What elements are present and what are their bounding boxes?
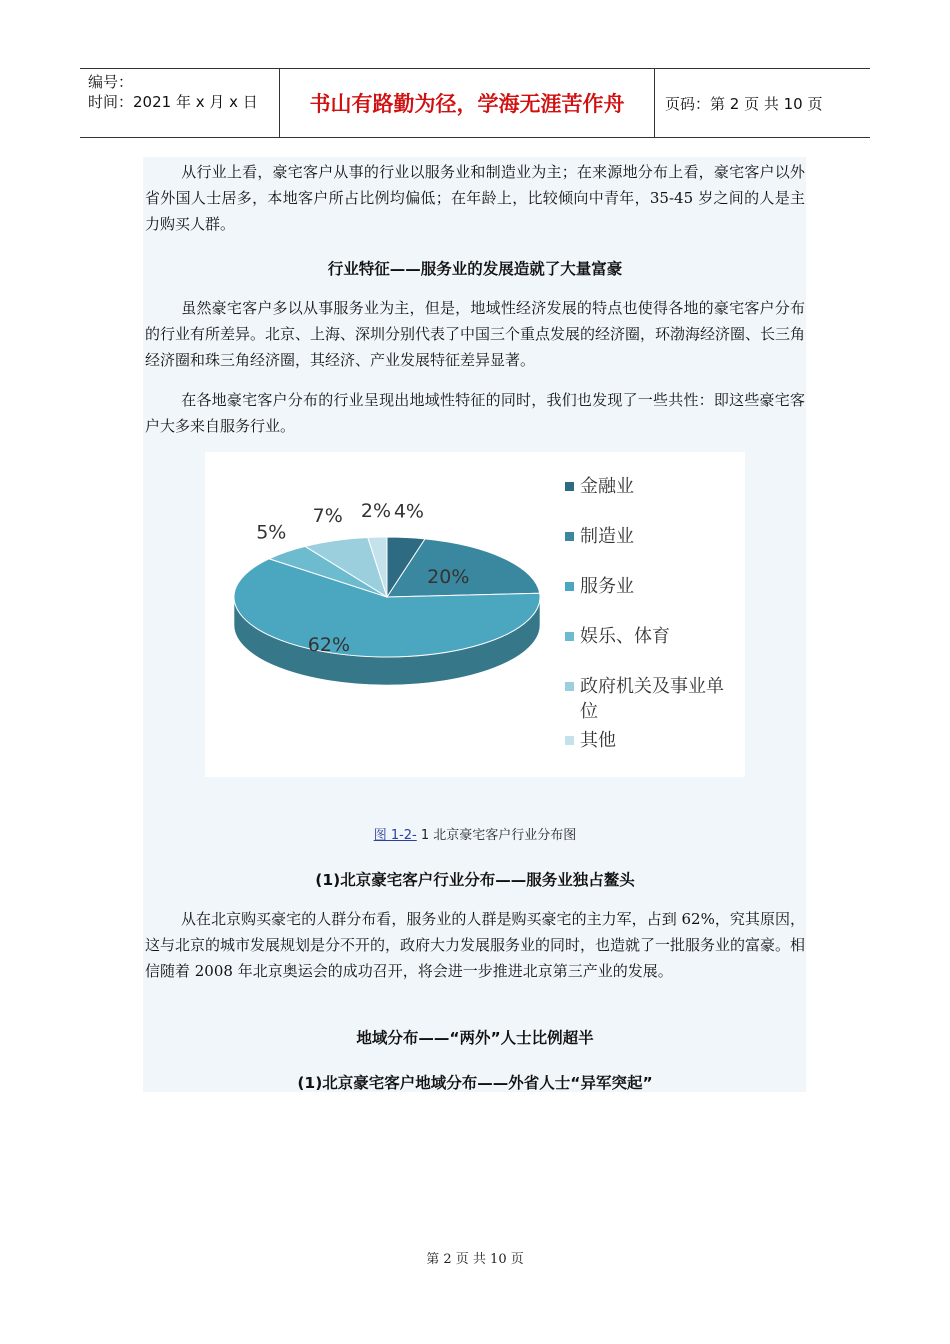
header-page-info: 页码：第 2 页 共 10 页 xyxy=(665,94,823,113)
section-heading-beijing-industry: (1)北京豪宅客户行业分布——服务业独占鳌头 xyxy=(315,871,635,889)
pie-label-1: 20% xyxy=(427,566,470,589)
legend-item xyxy=(565,524,740,549)
legend-item xyxy=(565,674,740,724)
pie-label-3: 5% xyxy=(256,521,287,544)
legend-item xyxy=(565,624,740,649)
figure-reference-link[interactable]: 图 1-2- xyxy=(373,828,417,843)
legend-label: 服务业 xyxy=(580,576,634,597)
section-heading-industry: 行业特征——服务业的发展造就了大量富豪 xyxy=(327,260,623,278)
header-motto: 书山有路勤为径，学海无涯苦作舟 xyxy=(280,69,655,137)
pie-label-5: 2% xyxy=(360,500,392,523)
paragraph-1: 从行业上看，豪宅客户从事的行业以服务业和制造业为主；在来源地分布上看，豪宅客户以外省外国人士居多，本地客户所占比例均偏低；在年龄上，比较倾向中青年，35-45 岁之间的人是主力购买人群。 xyxy=(145,163,805,233)
document-header xyxy=(80,68,870,138)
legend-item xyxy=(565,728,740,753)
figure-caption-text: 1 北京豪宅客户行业分布图 xyxy=(420,828,577,843)
section-heading-beijing-region: (1)北京豪宅客户地域分布——外省人士“异军突起” xyxy=(297,1074,653,1092)
paragraph-2: 虽然豪宅客户多以从事服务业为主，但是，地域性经济发展的特点也使得各地的豪宅客户分布的行业有所差异。北京、上海、深圳分别代表了中国三个重点发展的经济圈，环渤海经济圈、长三角经济圈和珠三角经济圈，其经济、产业发展特征差异显著。 xyxy=(145,299,806,369)
legend-item xyxy=(565,574,740,599)
legend-label: 娱乐、体育 xyxy=(580,626,670,647)
legend-swatch xyxy=(565,736,574,745)
legend-label: 其他 xyxy=(580,730,616,751)
time-label: 时间：2021 年 x 月 x 日 xyxy=(88,93,258,111)
legend-label: 金融业 xyxy=(580,476,634,497)
legend-swatch xyxy=(565,632,574,641)
pie-svg xyxy=(205,452,565,777)
legend-label: 政府机关及事业单位 xyxy=(580,676,724,722)
paragraph-4: 从在北京购买豪宅的人群分布看，服务业的人群是购买豪宅的主力军，占到 62%，究其原因，这与北京的城市发展规划是分不开的，政府大力发展服务业的同时，也造就了一批服务业的富豪。相信随着 2008 年北京奥运会的成功召开，将会进一步推进北京第三产业的发展。 xyxy=(145,910,806,980)
pie-label-4: 7% xyxy=(312,505,343,528)
legend-swatch xyxy=(565,582,574,591)
legend-label: 制造业 xyxy=(580,526,634,547)
paragraph-3: 在各地豪宅客户分布的行业呈现出地域性特征的同时，我们也发现了一些共性：即这些豪宅客户大多来自服务行业。 xyxy=(145,391,805,435)
pie-label-0: 4% xyxy=(393,500,425,523)
section-heading-region: 地域分布——“两外”人士比例超半 xyxy=(356,1029,594,1047)
legend-swatch xyxy=(565,682,574,691)
header-meta xyxy=(80,69,280,137)
pie-label-2: 62% xyxy=(307,634,351,657)
legend-swatch xyxy=(565,482,574,491)
legend-swatch xyxy=(565,532,574,541)
chart-legend xyxy=(565,474,740,778)
page-footer: 第 2 页 共 10 页 xyxy=(426,1252,524,1267)
legend-item xyxy=(565,474,740,499)
figure-caption xyxy=(145,824,805,843)
number-label: 编号： xyxy=(88,73,134,91)
industry-pie-chart xyxy=(205,452,745,777)
